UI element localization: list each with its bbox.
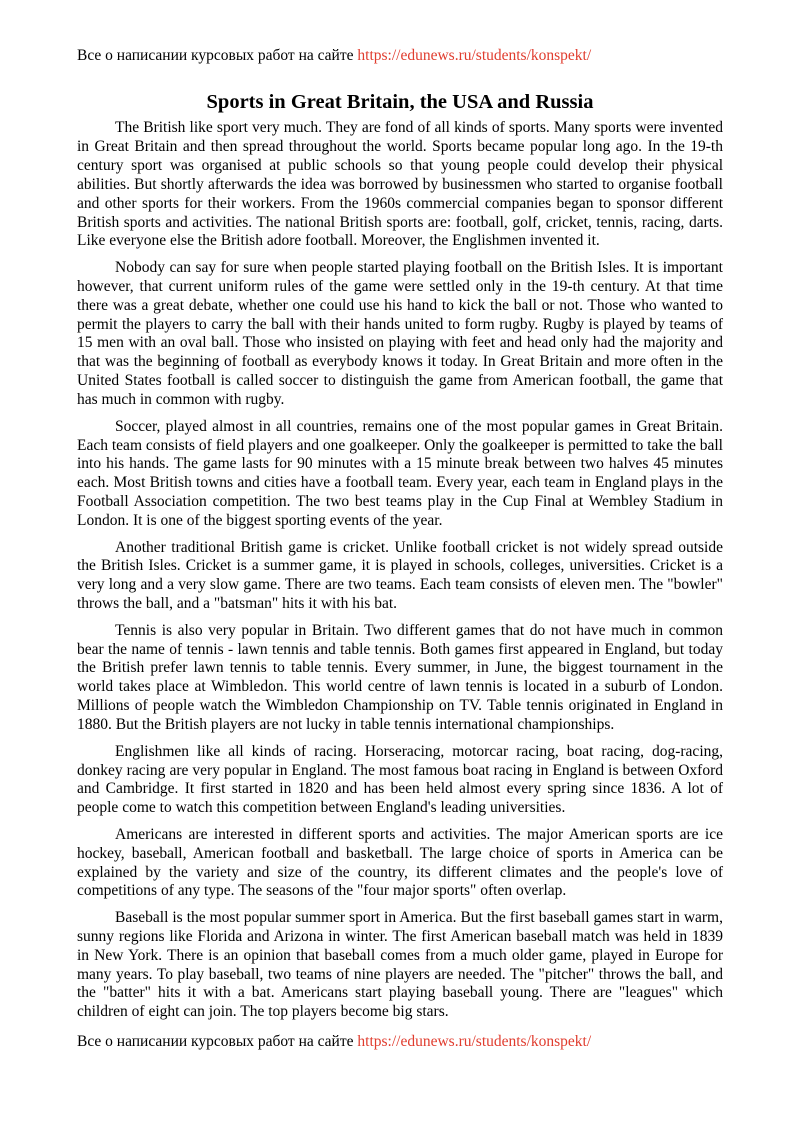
footer-text: Все о написании курсовых работ на сайте <box>77 1033 358 1051</box>
footer-banner <box>77 1032 723 1052</box>
header-link[interactable]: https://edunews.ru/students/konspekt/ <box>357 47 592 64</box>
paragraph-baseball: Baseball is the most popular summer sport in America. But the first baseball games start in warm, sunny regions like Florida and Arizona in winter. The first American baseball match was held in 1839 in New York. There is an opinion that baseball comes from a much older game, played in Europe for many years. To play baseball, two teams of nine players are needed. The "pitcher" throws the ball, and the "batter" hits it with a bat. Americans start playing baseball young. There are "leagues" which children of eight can join. The top players become big stars. <box>77 908 723 1021</box>
paragraph-tennis: Tennis is also very popular in Britain. Two different games that do not have much in common bear the name of tennis - lawn tennis and table tennis. Both games first appeared in England, but today the British prefer lawn tennis to table tennis. Every summer, in June, the biggest tournament in the world takes place at Wimbledon. This world centre of lawn tennis is located in a suburb of London. Millions of people watch the Wimbledon Championship on TV. Table tennis originated in England in 1880. But the British players are not lucky in table tennis international championships. <box>77 621 723 734</box>
footer-link[interactable]: https://edunews.ru/students/konspekt/ <box>357 1033 592 1051</box>
document-page <box>77 46 723 1052</box>
paragraph-racing: Englishmen like all kinds of racing. Horseracing, motorcar racing, boat racing, dog-racing, donkey racing are very popular in England. The most famous boat racing in England is between Oxford and Cambridge. It first started in 1820 and has been held almost every spring since 1836. A lot of people come to watch this competition between England's leading universities. <box>77 742 723 817</box>
paragraph-football-origin: Nobody can say for sure when people started playing football on the British Isles. It is important however, that current uniform rules of the game were settled only in the 19-th century. At that time there was a great debate, whether one could use his hand to kick the ball or not. Those who wanted to permit the players to carry the ball with their hands united to form rugby. Rugby is played by teams of 15 men with an oval ball. Those who insisted on playing with feet and head only had the majority and that was the beginning of football as everybody knows it today. In Great Britain and more often in the United States football is called soccer to distinguish the game from American football, the game that has much in common with rugby. <box>77 258 723 409</box>
header-text: Все о написании курсовых работ на сайте <box>77 47 358 64</box>
document-title: Sports in Great Britain, the USA and Russia <box>206 91 594 113</box>
paragraph-british-sports: The British like sport very much. They are fond of all kinds of sports. Many sports were invented in Great Britain and then spread throughout the world. Sports became popular long ago. In the 19-th century sport was organised at public schools so that young people could develop their physical abilities. But shortly afterwards the idea was borrowed by businessmen who started to organise football and other sports for their workers. From the 1960s commercial companies began to sponsor different British sports and activities. The national British sports are: football, golf, cricket, tennis, racing, darts. Like everyone else the British adore football. Moreover, the Englishmen invented it. <box>77 119 723 250</box>
header-banner <box>77 46 723 66</box>
paragraph-american-sports: Americans are interested in different sports and activities. The major American sports are ice hockey, baseball, American football and basketball. The large choice of sports in America can be explained by the variety and size of the country, its different climates and the people's love of competitions of any type. The seasons of the "four major sports" often overlap. <box>77 825 723 900</box>
paragraph-soccer: Soccer, played almost in all countries, remains one of the most popular games in Great Britain. Each team consists of field players and one goalkeeper. Only the goalkeeper is permitted to take the ball into his hands. The game lasts for 90 minutes with a 15 minute break between two halves 45 minutes each. Most British towns and cities have a football team. Every year, each team in England plays in the Football Association competition. The two best teams play in the Cup Final at Wembley Stadium in London. It is one of the biggest sporting events of the year. <box>77 417 723 530</box>
paragraph-cricket: Another traditional British game is cricket. Unlike football cricket is not widely spread outside the British Isles. Cricket is a summer game, it is played in schools, colleges, universities. Cricket is a very long and a very slow game. There are two teams. Each team consists of eleven men. The "bowler" throws the ball, and a "batsman" hits it with his bat. <box>77 538 723 613</box>
